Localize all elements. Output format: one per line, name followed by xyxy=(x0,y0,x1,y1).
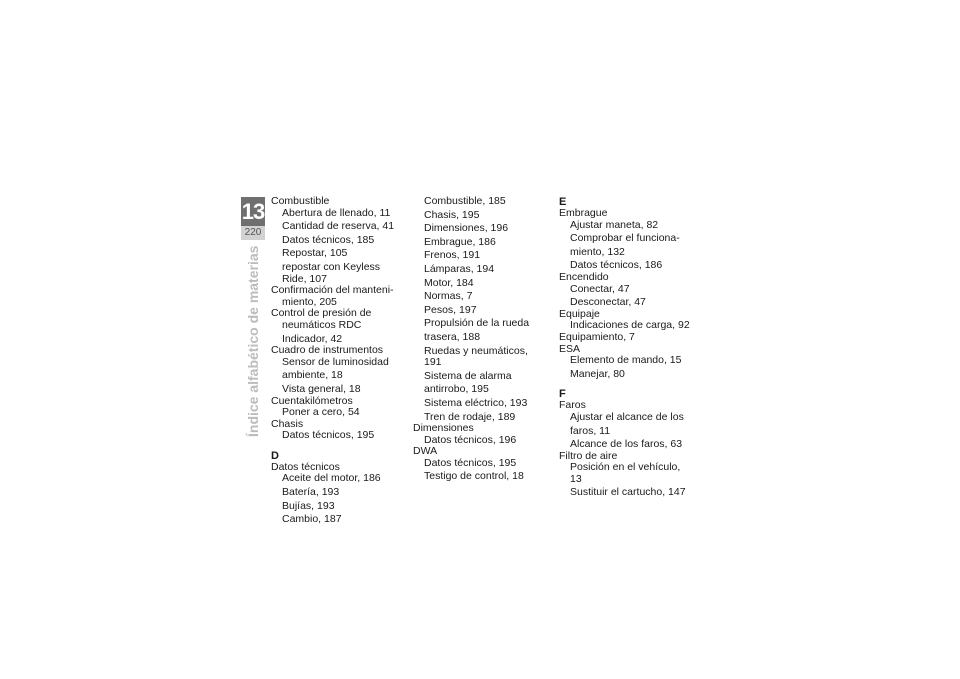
index-subentry: Lámparas, 194 xyxy=(424,262,495,275)
index-column-3 xyxy=(559,196,694,499)
index-subentry: Cantidad de reserva, 41 xyxy=(282,220,395,233)
index-subentry: Repostar, 105 xyxy=(282,247,348,260)
index-subentry: Datos técnicos, 196 xyxy=(424,433,517,446)
index-entry xyxy=(559,451,694,499)
index-subentry: Cambio, 187 xyxy=(282,513,342,526)
index-subentry: Embrague, 186 xyxy=(424,235,496,248)
index-letter: E xyxy=(559,196,567,208)
index-entry xyxy=(271,345,406,395)
page-number: 220 xyxy=(241,226,265,240)
index-term: Equipaje xyxy=(559,307,600,320)
index-subentry: Aceite del motor, 186 xyxy=(282,472,381,485)
index-entry xyxy=(559,309,694,332)
index-entry xyxy=(559,344,694,381)
index-subentry: Conectar, 47 xyxy=(570,282,630,295)
index-column-1 xyxy=(271,196,406,526)
index-subentry: Sustituir el cartucho, 147 xyxy=(570,486,686,499)
index-term: ESA xyxy=(559,342,581,355)
index-subentry: Combustible, 185 xyxy=(424,195,506,207)
index-term: Control de presión de xyxy=(271,307,372,320)
index-subentry: Elemento de mando, 15 xyxy=(570,354,682,367)
index-subentry: Ajustar el alcance de los xyxy=(570,410,684,423)
index-entry xyxy=(413,423,548,446)
index-term: Dimensiones xyxy=(413,422,474,435)
index-subentry: Abertura de llenado, 11 xyxy=(282,206,391,219)
chapter-number: 13 xyxy=(241,199,265,224)
index-subentry: neumáticos RDC xyxy=(282,318,362,331)
index-subentry: Sistema de alarma xyxy=(424,369,512,382)
index-term: Chasis xyxy=(271,417,304,430)
index-subentry: Datos técnicos, 185 xyxy=(282,233,375,246)
index-subentry: Indicador, 42 xyxy=(282,332,343,345)
index-subentry: Bujías, 193 xyxy=(282,499,335,512)
index-subentry: miento, 132 xyxy=(570,245,625,258)
index-term: Datos técnicos xyxy=(271,460,340,473)
index-subentry: Comprobar el funciona- xyxy=(570,232,680,245)
index-subentry: Datos técnicos, 186 xyxy=(570,259,663,272)
index-subentry: Dimensiones, 196 xyxy=(424,222,509,235)
index-subentry: Ajustar maneta, 82 xyxy=(570,218,659,231)
index-subentry: Tren de rodaje, 189 xyxy=(424,410,516,423)
index-subentry: repostar con Keyless Ride, 107 xyxy=(282,260,381,285)
index-entry xyxy=(271,419,406,442)
index-letter: F xyxy=(559,388,566,401)
index-subentry: Batería, 193 xyxy=(282,486,340,499)
index-term: Cuentakilómetros xyxy=(271,394,353,407)
index-subentry: Poner a cero, 54 xyxy=(282,406,360,419)
index-column-2 xyxy=(413,196,548,483)
chapter-tab xyxy=(241,197,265,240)
index-subentry: faros, 11 xyxy=(570,424,611,437)
index-entry xyxy=(559,400,694,450)
index-entry xyxy=(559,272,694,309)
index-subentry: Frenos, 191 xyxy=(424,249,481,262)
index-subentry: Vista general, 18 xyxy=(282,382,361,395)
index-subentry: ambiente, 18 xyxy=(282,369,343,382)
chapter-title: Índice alfabético de materias xyxy=(245,245,261,437)
index-entry xyxy=(559,332,694,344)
index-subentry: Propulsión de la rueda xyxy=(424,317,530,330)
index-entry xyxy=(559,208,694,272)
index-subentry: Sistema eléctrico, 193 xyxy=(424,396,528,409)
index-term: Embrague xyxy=(559,207,608,219)
index-term: Equipamiento, 7 xyxy=(559,330,635,343)
index-subentry: Posición en el vehículo, 13 xyxy=(570,461,681,485)
index-entry xyxy=(271,196,406,285)
index-term: Cuadro de instrumentos xyxy=(271,344,384,357)
index-subentry: Desconectar, 47 xyxy=(570,296,646,309)
index-subentry: miento, 205 xyxy=(282,295,337,308)
index-term: Confirmación del manteni- xyxy=(271,284,394,297)
index-entry xyxy=(413,196,548,423)
index-subentry: Motor, 184 xyxy=(424,276,474,289)
index-entry xyxy=(271,285,406,308)
index-subentry: Alcance de los faros, 63 xyxy=(570,438,683,451)
index-term: Encendido xyxy=(559,270,609,283)
index-subentry: Normas, 7 xyxy=(424,290,473,303)
index-term: Combustible xyxy=(271,195,330,207)
index-term: Filtro de aire xyxy=(559,449,618,462)
index-subentry: Ruedas y neumáticos, 191 xyxy=(424,344,528,369)
index-entry xyxy=(271,396,406,419)
index-entry xyxy=(271,308,406,345)
index-term: DWA xyxy=(413,445,438,458)
index-subentry: trasera, 188 xyxy=(424,330,481,343)
index-subentry: Testigo de control, 18 xyxy=(424,470,524,483)
index-subentry: Manejar, 80 xyxy=(570,367,625,380)
index-subentry: Chasis, 195 xyxy=(424,208,480,221)
index-subentry: Datos técnicos, 195 xyxy=(282,429,375,442)
index-subentry: Sensor de luminosidad xyxy=(282,355,389,368)
index-subentry: Pesos, 197 xyxy=(424,303,477,316)
index-subentry: antirrobo, 195 xyxy=(424,383,489,396)
index-subentry: Indicaciones de carga, 92 xyxy=(570,319,690,332)
index-subentry: Datos técnicos, 195 xyxy=(424,456,517,469)
index-term: Faros xyxy=(559,399,586,412)
index-entry xyxy=(413,446,548,483)
index-entry xyxy=(271,462,406,526)
index-letter: D xyxy=(271,449,279,462)
